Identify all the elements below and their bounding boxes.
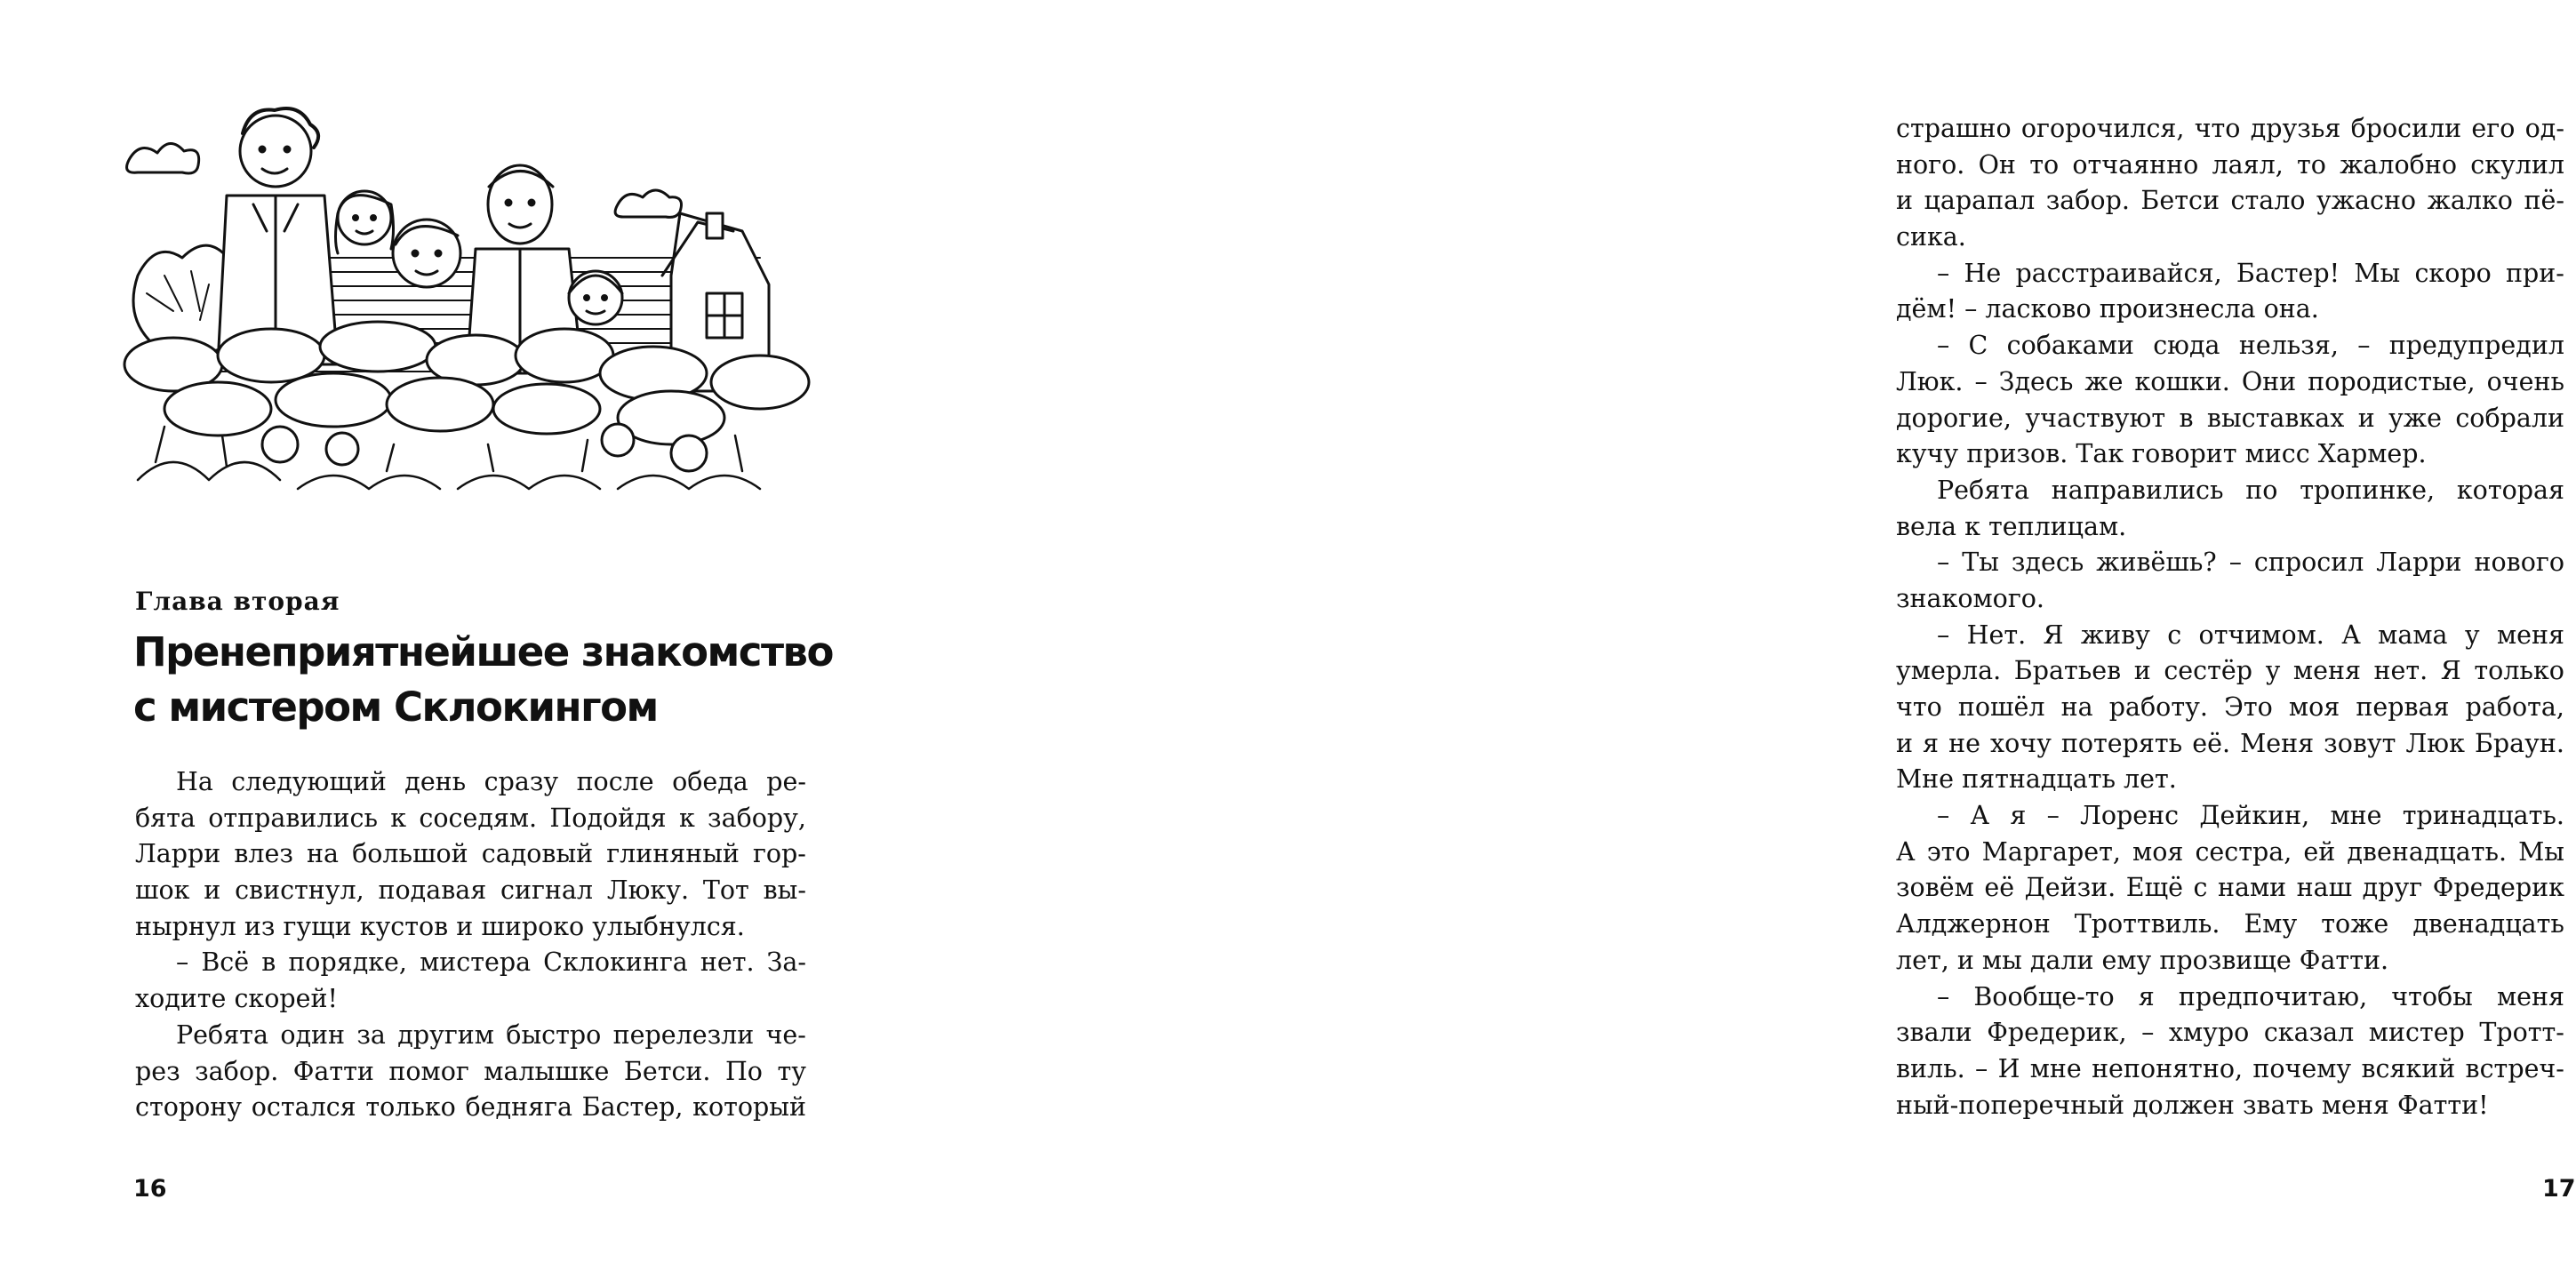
text-line: ходите скорей!	[135, 984, 338, 1014]
word: Я	[2043, 620, 2064, 650]
word: ного.	[1896, 149, 1965, 180]
word: ре-	[766, 767, 806, 796]
word: Бастер!	[2236, 258, 2340, 288]
word: царапал	[1924, 186, 2036, 216]
word: По	[724, 1056, 763, 1086]
word: то	[2297, 149, 2326, 180]
word: вы-	[763, 875, 806, 906]
word: А	[1896, 836, 1916, 867]
word: Здесь	[1998, 366, 2074, 396]
word: Маргарет,	[1981, 836, 2121, 867]
word: пё-	[2524, 186, 2564, 216]
chapter-title	[133, 625, 862, 735]
word: Братьев	[2013, 656, 2122, 686]
chapter-title-line: с мистером Склокингом	[133, 683, 658, 731]
word: скоро	[2414, 258, 2492, 288]
word: спросил	[2253, 548, 2364, 578]
text-line	[1896, 618, 2564, 654]
chapter-label: Глава вторая	[135, 587, 340, 616]
text-line	[135, 873, 806, 909]
word: Бетси.	[623, 1056, 711, 1086]
text-line	[1896, 835, 2564, 871]
body-text-right	[1896, 111, 2564, 1123]
text-line	[1896, 545, 2564, 581]
word: с	[2193, 873, 2208, 903]
word: я	[1923, 728, 1940, 758]
word: же	[2084, 366, 2124, 396]
text-line: дём! – ласково произнесла она.	[1896, 294, 2319, 324]
word: за	[356, 1019, 386, 1050]
word: к	[390, 803, 407, 833]
word: зовут	[2324, 728, 2396, 758]
word: уже	[2388, 403, 2442, 433]
word: стало	[2230, 186, 2306, 216]
word: помог	[388, 1056, 469, 1086]
word: Фатти	[292, 1056, 374, 1086]
word: мистера	[420, 947, 532, 978]
text-line	[1896, 256, 2564, 292]
word: с	[2167, 620, 2182, 650]
word: мистер	[2368, 1018, 2465, 1048]
text-line: сика.	[1896, 222, 1966, 252]
word: встреч-	[2465, 1053, 2564, 1083]
word: Лоренс	[2080, 801, 2180, 831]
word: –	[1937, 620, 1950, 650]
word: Тротт-	[2479, 1018, 2564, 1048]
word: не	[1948, 728, 1980, 758]
word: предпочитаю,	[2178, 981, 2368, 1011]
text-line	[1896, 690, 2564, 726]
word: Они	[2241, 366, 2297, 396]
word: на	[2060, 692, 2093, 722]
word: собрали	[2455, 403, 2564, 433]
word: Ларри	[2376, 548, 2462, 578]
word: малышке	[484, 1056, 610, 1086]
word: забор.	[195, 1056, 279, 1086]
word: предупредил	[2388, 331, 2564, 361]
word: я	[2138, 981, 2155, 1011]
word: двенадцать.	[2347, 836, 2508, 867]
word: бросили	[2350, 114, 2462, 143]
text-line	[1896, 870, 2564, 907]
word: Мы	[2354, 258, 2401, 288]
word: Ты	[1962, 548, 1999, 578]
word: и	[1896, 186, 1913, 216]
word: Ребята	[1937, 475, 2029, 505]
word: И	[1997, 1053, 2020, 1083]
word: перелезли	[612, 1019, 755, 1050]
word: скулил	[2470, 149, 2564, 180]
word: его	[2471, 114, 2516, 143]
word: Дейзи.	[2024, 873, 2116, 903]
word: пошёл	[1957, 692, 2045, 722]
word: чтобы	[2391, 981, 2473, 1011]
word: нового	[2474, 548, 2564, 578]
word: первая	[2356, 692, 2450, 722]
word: сюда	[2153, 331, 2220, 361]
word: Меня	[2240, 728, 2315, 758]
word: жалобно	[2340, 149, 2457, 180]
word: мне	[2029, 1053, 2082, 1083]
word: который	[692, 1092, 806, 1123]
word: Не	[1964, 258, 2002, 288]
word: наш	[2296, 873, 2353, 903]
page-number-right: 17	[2542, 1175, 2576, 1203]
word: мне	[2330, 801, 2382, 831]
text-line	[135, 1090, 806, 1126]
word: звали	[1896, 1018, 1972, 1048]
word: –	[1937, 801, 1950, 831]
word: отчаянно	[2072, 149, 2199, 180]
text-line	[1896, 401, 2564, 437]
word: садовый	[481, 839, 594, 869]
word: друзья	[2250, 114, 2341, 143]
word: порядке,	[288, 947, 407, 978]
word: непонятно,	[2092, 1053, 2244, 1083]
word: Нет.	[1966, 620, 2027, 650]
word: породистые,	[2308, 366, 2476, 396]
word: рез	[135, 1056, 180, 1086]
word: работа,	[2465, 692, 2564, 722]
word: соседям.	[419, 803, 538, 833]
word: Ребята	[176, 1019, 268, 1050]
word: только	[2474, 656, 2564, 686]
word: что	[2194, 114, 2241, 143]
word: Алджернон	[1896, 909, 2051, 939]
body-text-left	[135, 764, 806, 1126]
word: лаял,	[2212, 149, 2284, 180]
word: глиняный	[606, 839, 740, 869]
word: ужасно	[2316, 186, 2417, 216]
word: здесь	[2011, 548, 2084, 578]
word: страшно	[1896, 114, 2012, 143]
word: и	[2357, 403, 2375, 433]
text-line	[1896, 798, 2564, 835]
text-line	[1896, 364, 2564, 401]
text-line	[1896, 1015, 2564, 1051]
word: Ему	[2244, 909, 2298, 939]
chapter-illustration	[120, 98, 831, 507]
word: друг	[2362, 873, 2423, 903]
word: зовём	[1896, 873, 1974, 903]
word: Тот	[702, 875, 749, 906]
word: тринадцать.	[2402, 801, 2564, 831]
word: отправились	[208, 803, 378, 833]
word: За-	[766, 947, 806, 978]
word: Ларри	[135, 839, 221, 869]
text-line	[1896, 979, 2564, 1016]
right-page	[897, 0, 2576, 1287]
word: это	[1926, 836, 1971, 867]
word: Ещё	[2125, 873, 2183, 903]
word: –	[2228, 548, 2242, 578]
text-line: знакомого.	[1896, 583, 2044, 613]
word: сразу	[484, 767, 559, 796]
text-line: лет, и мы дали ему прозвище Фатти.	[1896, 945, 2389, 975]
word: –	[2357, 331, 2371, 361]
word: –	[1974, 366, 1988, 396]
word: следующий	[231, 767, 387, 796]
word: Бетси	[2140, 186, 2220, 216]
word: А	[2341, 620, 2361, 650]
word: Мы	[2518, 836, 2564, 867]
text-line	[1896, 183, 2564, 220]
word: почему	[2252, 1053, 2352, 1083]
word: забору,	[708, 803, 806, 833]
word: –	[1975, 1053, 1988, 1083]
word: мама	[2378, 620, 2448, 650]
word: участвуют	[2025, 403, 2166, 433]
word: Это	[2224, 692, 2273, 722]
text-line	[135, 764, 806, 801]
text-line: нырнул из гущи кустов и широко улыбнулся.	[135, 911, 745, 941]
text-line	[135, 801, 806, 837]
word: и	[1896, 728, 1913, 758]
word: я	[2010, 801, 2027, 831]
word: большой	[352, 839, 468, 869]
word: работу.	[2108, 692, 2208, 722]
word: од-	[2524, 114, 2564, 143]
left-page	[0, 0, 897, 1287]
word: че-	[765, 1019, 806, 1050]
word: только	[365, 1092, 456, 1123]
word: меня	[2496, 620, 2564, 650]
text-line	[135, 945, 806, 981]
word: быстро	[506, 1019, 602, 1050]
word: –	[2046, 801, 2060, 831]
word: нет.	[2373, 656, 2428, 686]
text-line	[1896, 726, 2564, 763]
word: всякий	[2361, 1053, 2456, 1083]
word: шок	[135, 875, 190, 906]
text-line: вела к теплицам.	[1896, 511, 2127, 541]
word: её.	[2192, 728, 2231, 758]
word: сторону	[135, 1092, 243, 1123]
word: Склокинга	[543, 947, 688, 978]
word: умерла.	[1896, 656, 2002, 686]
word: Вообще-то	[1973, 981, 2115, 1011]
word: жалко	[2427, 186, 2513, 216]
word: которая	[2456, 475, 2564, 505]
word: другим	[397, 1019, 494, 1050]
word: собаками	[2006, 331, 2134, 361]
word: нет.	[700, 947, 755, 978]
word: ту	[777, 1056, 806, 1086]
word: влез	[234, 839, 293, 869]
word: у	[2265, 656, 2281, 686]
word: –	[1937, 548, 1950, 578]
word: нами	[2217, 873, 2287, 903]
word: Подойдя	[549, 803, 667, 833]
word: по	[2245, 475, 2278, 505]
word: Фредерик	[2432, 873, 2564, 903]
word: –	[1937, 258, 1950, 288]
word: тоже	[2321, 909, 2389, 939]
word: тропинке,	[2300, 475, 2436, 505]
text-line	[1896, 328, 2564, 364]
word: Люк.	[1896, 366, 1964, 396]
word: меня	[2496, 981, 2564, 1011]
word: сигнал	[500, 875, 594, 906]
word: отчимом.	[2198, 620, 2324, 650]
word: бедняга	[465, 1092, 572, 1123]
word: сестра,	[2195, 836, 2292, 867]
text-line	[1896, 473, 2564, 509]
word: Я	[2440, 656, 2461, 686]
word: у	[2464, 620, 2480, 650]
text-line	[135, 836, 806, 873]
word: на	[306, 839, 339, 869]
word: и	[2133, 656, 2151, 686]
word: в	[261, 947, 276, 978]
word: Люку.	[606, 875, 690, 906]
word: огорочился,	[2020, 114, 2185, 143]
word: сказал	[2263, 1018, 2355, 1048]
text-line	[1896, 907, 2564, 943]
word: к	[678, 803, 695, 833]
word: нельзя,	[2238, 331, 2339, 361]
word: виль.	[1896, 1053, 1965, 1083]
text-line: Мне пятнадцать лет.	[1896, 764, 2177, 795]
word: Троттвиль.	[2074, 909, 2220, 939]
word: Он	[1978, 149, 2016, 180]
word: –	[1937, 981, 1950, 1011]
word: потерять	[2060, 728, 2183, 758]
word: моя	[2132, 836, 2184, 867]
word: и	[204, 875, 221, 906]
word: моя	[2288, 692, 2340, 722]
word: Люк	[2405, 728, 2465, 758]
word: забор.	[2045, 186, 2130, 216]
word: меня	[2292, 656, 2361, 686]
word: Браун.	[2474, 728, 2564, 758]
text-line	[1896, 111, 2564, 148]
word: обеда	[672, 767, 748, 796]
text-line	[1896, 653, 2564, 690]
word: свистнул,	[235, 875, 364, 906]
word: в	[2179, 403, 2194, 433]
word: направились	[2051, 475, 2224, 505]
word: хочу	[1990, 728, 2052, 758]
word: подавая	[378, 875, 487, 906]
word: день	[404, 767, 467, 796]
word: –	[2141, 1018, 2155, 1048]
word: Фредерик,	[1987, 1018, 2127, 1048]
text-line	[135, 1018, 806, 1054]
word: что	[1896, 692, 1942, 722]
word: остался	[251, 1092, 356, 1123]
word: живёшь?	[2096, 548, 2217, 578]
text-line: кучу призов. Так говорит мисс Хармер.	[1896, 439, 2427, 469]
word: кошки.	[2134, 366, 2230, 396]
word: –	[176, 947, 189, 978]
chapter-title-line: Пренеприятнейшее знакомство	[133, 628, 833, 675]
word: сестёр	[2164, 656, 2252, 686]
text-line: ный-поперечный должен звать меня Фатти!	[1896, 1090, 2489, 1120]
word: живу	[2080, 620, 2150, 650]
word: ей	[2303, 836, 2336, 867]
word: –	[1937, 331, 1950, 361]
text-line	[1896, 148, 2564, 184]
word: двенадцать	[2412, 909, 2564, 939]
word: Дейкин,	[2199, 801, 2310, 831]
word: Бастер,	[581, 1092, 684, 1123]
word: гор-	[752, 839, 806, 869]
word: выставках	[2206, 403, 2345, 433]
word: её	[1984, 873, 2015, 903]
word: расстраивайся,	[2015, 258, 2222, 288]
word: очень	[2486, 366, 2564, 396]
word: при-	[2506, 258, 2564, 288]
page-number-left: 16	[133, 1175, 167, 1203]
word: то	[2029, 149, 2060, 180]
text-line	[1896, 1051, 2564, 1088]
word: Всё	[201, 947, 250, 978]
word: один	[280, 1019, 346, 1050]
word: дорогие,	[1896, 403, 2012, 433]
word: после	[576, 767, 654, 796]
word: бята	[135, 803, 196, 833]
word: На	[176, 767, 213, 796]
word: С	[1968, 331, 1988, 361]
word: А	[1970, 801, 1990, 831]
word: хмуро	[2168, 1018, 2250, 1048]
text-line	[135, 1054, 806, 1091]
